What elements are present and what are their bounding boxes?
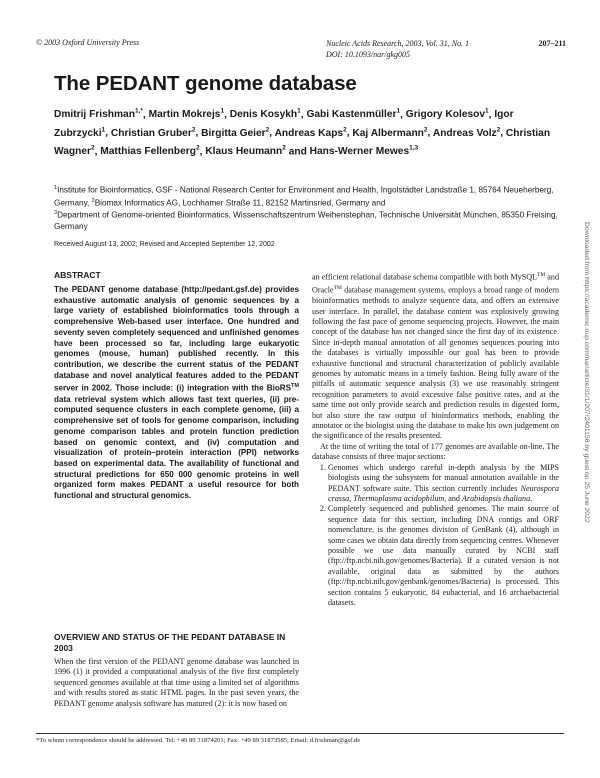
list-item [328,463,559,505]
journal-citation: Nucleic Acids Research, 2003, Vol. 31, No. 1 [326,39,470,48]
author-name: Hans-Werner Mewes [309,146,410,158]
author-affiliation-marker: 2 [423,126,428,134]
affiliation-marker: 1 [54,185,58,191]
author-name: Klaus Heumann [205,146,283,158]
text-run: , and [444,493,463,503]
affiliation-1: Institute for Bioinformatics, GSF - National Research Center for Environment and Health, Ingolstädter Landstraße 1, 85764 Neueherberg, Germany, [54,185,554,208]
list-item: 2. Completely sequenced and published genomes. The main source of sequence data for this section, including DNA contigs and ORF nomenclature, is the genomes division of GenBank (4), although in some cases we obtain data directly from sequencing centres. Whenever possible we use data manually curated by NCBI staff (ftp://ftp.ncbi.nih.gov/genomes/Bacteria). If a curated version is not available, original data as submitted by the authors (ftp://ftp.ncbi.nih.gov/genbank/genomes/Bacteria) is processed. This section contains 5 eukaryotic, 84 eubacterial, and 16 archaebacterial datasets. [328,504,559,608]
text-run: database management systems, employs a broad range of modern bioinformatics methods to analyze sequence data, and offers an extensive user interface. In parallel, the database content was explosively growing following the fast pace of genome sequencing projects. However, the main concept of the database has not changed since the first day of its existence. Since in-depth manual annotation of all genomes sequences pouring into the databases is virtually impossible our goal has been to provide exhaustive functional and structural characterization of publicly available genomes by automatic means in a timely fashion. Being fully aware of the pitfalls of automatic sequence analysis (3) we use reasonably stringent recognition parameters to avoid excessive false positive rates, and at the same time not only provide search and prediction results in digested form, but also store the raw output of bioinformatics methods, enabling the annotator or the biologist using the database to make his own judgement on the significance of the results presented. [312,285,559,441]
affiliation-1-2 [54,183,564,208]
paragraph-genome-count: At the time of writing the total of 177 genomes are available on-line. The database consists of three major sections: [312,441,559,462]
author-name: Martin Mokrejs [148,109,221,121]
author-affiliation-marker: 1,3 [409,144,419,152]
species-name: Arabidopsis thaliana [462,493,531,503]
author [201,128,269,139]
author-name: Andreas Volz [432,127,497,139]
trademark-mark: TM [291,383,299,390]
author-affiliation-marker: 1 [297,108,301,115]
author-affiliation-marker: 2 [282,144,286,152]
author-affiliation-marker: 2 [195,144,200,152]
author-name: Kaj Albermann [352,127,424,139]
author [111,128,196,139]
author [352,128,427,139]
author-name: Christian Gruber [110,127,192,139]
author [54,109,143,120]
correspondence-footnote: *To whom correspondence should be addressed. Tel: +49 89 31874201; Fax: +49 89 31873585; Email: d.frishman@gsf.de [36,737,361,744]
text-run: Genomes which undergo careful in-depth analysis by the MIPS biologists using the subsystem for manual annotation available in the PEDANT software suite. This section currently includes [328,462,559,493]
author-name: Denis Kosykh [229,109,298,121]
copyright-line: © 2003 Oxford University Press [36,38,140,47]
author [100,146,199,157]
author-affiliation-marker: 1 [220,108,225,115]
author-list: Dmitrij Frishman$^{1,*}$, Martin Mokrejs$^1$, Denis Kosykh$^1$, Gabi Kastenmüller$^1$, Grigory Kolesov$^1$, Igor Zubrzycki$^1$, Christian Gruber$^2$, Birgitta Geier$^2$, Andreas Kaps$^2$, Kaj Albermann$^2$, Andreas Volz$^2$, Christian Wagner$^2$, Matthias Fellenberg$^2$, Klaus Heumann$^2$ and Hans-Werner Mewes$^{1,3}$ [54,108,551,158]
footnote-divider [36,733,564,734]
right-column [312,270,559,608]
author-name: Andreas Kaps [274,127,344,139]
author-affiliation-marker: 2 [496,126,501,134]
paragraph-database-schema [312,270,559,442]
author-affiliation-marker: 2 [265,126,270,134]
author-affiliation-marker: 1,* [134,108,143,115]
trademark-mark: TM [536,272,546,278]
text-run: , [349,493,354,503]
author-affiliation-marker: 1 [396,108,401,115]
abstract-heading: ABSTRACT [54,270,101,280]
author-name: Christian Wagner [54,127,551,158]
doi[interactable]: DOI: 10.1093/nar/gkg005 [326,50,410,59]
author-affiliation-marker: 2 [90,144,95,152]
page-range: 207–211 [538,39,566,48]
text-run: an efficient relational database schema compatible with both MySQL [312,272,537,282]
species-name: Thermoplasma acidophilum [353,493,445,503]
author-name: Gabi Kastenmüller [306,109,397,121]
author [205,146,286,157]
text-run: and Oracle [312,272,559,295]
trademark-mark: TM [333,285,342,292]
download-notice: Downloaded from https://academic.oup.com/nar/article/31/1/207/2401158 by guest on 25 June 2022 [583,222,590,523]
author [433,128,500,139]
affiliation-2: Biomax Informatics AG, Lochhamer Straße 11, 82152 Martinsried, Germany and [94,198,386,208]
affiliation-3: Department of Genome-oriented Bioinformatics, Wissenschaftszentrum Weihenstephan, Technische Universität München, 85350 Freising, Germany [54,211,558,232]
author-affiliation-marker: 2 [343,126,347,134]
author [275,128,347,139]
author-name: Igor Zubrzycki [54,109,514,139]
author-affiliation-marker: 1 [101,126,106,134]
affiliations [54,183,564,232]
species-name: Neurospora crassa [328,483,559,503]
download-sidebar [580,222,590,732]
received-dates: Received August 13, 2002; Revised and Accepted September 12, 2002 [54,241,275,248]
author-name: Grigory Kolesov [405,109,486,121]
affiliation-3-line [54,208,564,232]
author-name: Birgitta Geier [201,127,266,139]
overview-heading: OVERVIEW AND STATUS OF THE PEDANT DATABASE IN 2003 [54,632,286,653]
abstract-part-2: data retrieval system which allows fast text queries, (ii) pre-computed sequence clusters in each complete genome, (iii) a comprehensive set of tools for genome comparison, including genome comparison tables and protein function prediction based on genomic context, and (iv) computation and visualization of protein–protein interaction (PPI) networks based on experimental data. The availability of functional and structural predictions for 650 000 genomic proteins in well organized form makes PEDANT a useful resource for both functional and structural genomics. [54,394,299,501]
affiliation-marker: 2 [91,197,95,204]
abstract-part-1: The PEDANT genome database (http://pedant.gsf.de) provides exhaustive automatic analysis of genomic sequences by a large variety of established bioinformatics tools through a comprehensive Web-based user interface. One hundred and seventy seven completely sequenced and unfinished genomes have been processed so far, including large eukaryotic genomes (mouse, human) published recently. In this contribution, we describe the current status of the PEDANT database and novel analytical features added to the PEDANT server in 2002. Those include: (i) integration with the BioRS [54,285,299,394]
author-affiliation-marker: 2 [191,126,196,134]
affiliation-marker: 3 [54,210,58,217]
journal-header [326,38,566,60]
paper-title: The PEDANT genome database [54,72,357,95]
author [406,109,489,120]
abstract-text [54,285,299,502]
author [310,146,419,157]
section-list [312,463,559,609]
author [306,109,400,120]
overview-text: When the first version of the PEDANT genome database was launched in 1996 (1) it provided a computational analysis of the five first completely sequenced genomes available at that time using a limited set of algorithms and with results stored as static HTML pages. In the past seven years, the PEDANT genome analysis software has matured (2): it is now based on [54,657,299,708]
author [149,109,225,120]
author-name: Matthias Fellenberg [100,146,196,158]
author [230,109,301,120]
author-affiliation-marker: 1 [485,108,489,115]
text-run: . [530,493,533,503]
author-name: Dmitrij Frishman [54,109,135,121]
